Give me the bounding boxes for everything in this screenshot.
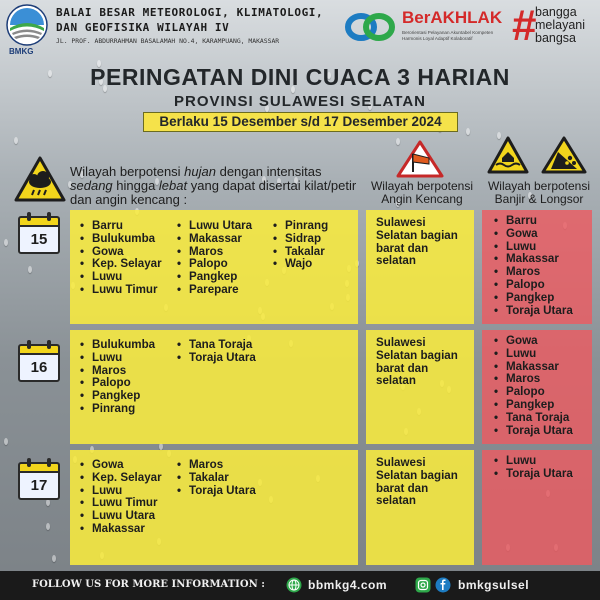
wind-warning-icon — [396, 140, 444, 178]
raindrop — [159, 443, 163, 450]
raindrop — [46, 523, 50, 530]
calendar-icon — [18, 212, 60, 254]
facebook-icon[interactable] — [435, 577, 451, 593]
region-item: • Pangkep — [177, 271, 252, 284]
calendar-icon — [18, 340, 60, 382]
institution-name-line2: DAN GEOFISIKA WILAYAH IV — [56, 21, 230, 34]
region-item: • Luwu — [80, 271, 162, 284]
region-item: • Pangkep — [494, 399, 573, 412]
region-item: • Toraja Utara — [177, 485, 256, 498]
page-title: PERINGATAN DINI CUACA 3 HARIAN — [90, 64, 510, 90]
region-item: • Toraja Utara — [494, 305, 573, 318]
region-item: • Toraja Utara — [177, 352, 256, 365]
region-item: • Pinrang — [80, 403, 155, 416]
region-item: • Tana Toraja — [494, 412, 573, 425]
flood-list — [494, 335, 573, 437]
region-item: • Wajo — [273, 258, 328, 271]
region-item: • Maros — [494, 266, 573, 279]
raindrop — [52, 555, 56, 562]
region-item: • Luwu — [494, 455, 573, 468]
region-item: • Luwu — [80, 485, 162, 498]
calendar-ring — [47, 212, 51, 221]
region-item: • Takalar — [273, 246, 328, 259]
region-item: • Pangkep — [80, 390, 155, 403]
region-item: • Palopo — [177, 258, 252, 271]
date-number: 15 — [18, 225, 60, 254]
akhlak-subtitle: Berorientasi Pelayanan Akuntabel Kompeten Harmonis Loyal Adaptif Kolaboratif — [402, 30, 494, 41]
calendar-ring — [27, 458, 31, 467]
rain-list-col2 — [177, 220, 252, 297]
hashtag-line: melayani — [535, 18, 586, 33]
institution-address: JL. PROF. ABDURRAHMAN BASALAMAH NO.4, KARAMPUANG, MAKASSAR — [56, 37, 280, 45]
region-item: • Gowa — [80, 246, 162, 259]
instagram-icon[interactable] — [415, 577, 431, 593]
raindrop — [28, 266, 32, 273]
rain-description: Wilayah berpotensi hujan dengan intensitas sedang hingga lebat yang dapat disertai kilat/petir dan angin kencang : — [70, 164, 357, 207]
rain-list-col2 — [177, 339, 256, 365]
validity-banner: Berlaku 15 Desember s/d 17 Desember 2024 — [143, 112, 458, 132]
flood-warning-icon — [487, 136, 529, 174]
region-item: • Gowa — [494, 335, 573, 348]
bmkg-logo-icon — [6, 4, 48, 46]
calendar-ring — [27, 340, 31, 349]
region-item: • Barru — [494, 215, 573, 228]
region-item: • Pinrang — [273, 220, 328, 233]
region-item: • Tana Toraja — [177, 339, 256, 352]
region-item: • Makassar — [494, 253, 573, 266]
rain-list-col1 — [80, 459, 162, 536]
header — [0, 0, 600, 58]
region-item: • Takalar — [177, 472, 256, 485]
date-number: 17 — [18, 471, 60, 500]
region-item: • Luwu Utara — [80, 510, 162, 523]
region-item: • Gowa — [494, 228, 573, 241]
region-item: • Palopo — [494, 386, 573, 399]
raindrop — [4, 239, 8, 246]
wind-column-header: Wilayah berpotensi Angin Kencang — [370, 179, 474, 206]
region-item: • Bulukumba — [80, 233, 162, 246]
region-item: • Gowa — [80, 459, 162, 472]
raindrop — [466, 128, 470, 135]
raindrop — [46, 499, 50, 506]
rain-warning-icon — [14, 156, 66, 202]
social-handle[interactable]: bmkgsulsel — [458, 578, 530, 592]
flood-column-header: Wilayah berpotensi Banjir & Longsor — [487, 179, 591, 206]
hashtag-line: bangsa — [535, 31, 577, 46]
rain-list-col3 — [273, 220, 328, 271]
region-item: • Makassar — [177, 233, 252, 246]
calendar-ring — [27, 212, 31, 221]
region-item: • Makassar — [494, 361, 573, 374]
institution-name-line1: BALAI BESAR METEOROLOGI, KLIMATOLOGI, — [56, 6, 324, 19]
bmkg-logo-label: BMKG — [9, 47, 34, 56]
rain-list-col2 — [177, 459, 256, 497]
follow-us-text: FOLLOW US FOR MORE INFORMATION : — [32, 579, 265, 590]
region-item: • Maros — [494, 373, 573, 386]
region-item: • Pangkep — [494, 292, 573, 305]
landslide-warning-icon — [541, 136, 587, 174]
akhlak-logo-icon — [344, 10, 396, 44]
region-item: • Luwu — [80, 352, 155, 365]
region-item: • Luwu — [494, 348, 573, 361]
region-item: • Palopo — [494, 279, 573, 292]
calendar-ring — [47, 340, 51, 349]
footer — [0, 571, 600, 600]
raindrop — [4, 438, 8, 445]
wind-area-text: Sulawesi Selatan bagian barat dan selatan — [376, 336, 458, 388]
rain-list-col1 — [80, 220, 162, 297]
region-item: • Maros — [177, 246, 252, 259]
region-item: • Kep. Selayar — [80, 258, 162, 271]
region-item: • Luwu Timur — [80, 284, 162, 297]
calendar-ring — [47, 458, 51, 467]
wind-area-text: Sulawesi Selatan bagian barat dan selatan — [376, 456, 458, 508]
region-item: • Toraja Utara — [494, 468, 573, 481]
flood-list — [494, 455, 573, 481]
wind-area-text: Sulawesi Selatan bagian barat dan selatan — [376, 216, 458, 268]
page-subtitle: PROVINSI SULAWESI SELATAN — [174, 93, 426, 110]
hashtag-line: bangga — [535, 5, 577, 19]
calendar-top — [18, 462, 60, 471]
globe-icon[interactable] — [286, 577, 302, 593]
region-item: • Bulukumba — [80, 339, 155, 352]
calendar-top — [18, 216, 60, 225]
akhlak-title: BerAKHLAK — [402, 8, 503, 27]
region-item: • Maros — [177, 459, 256, 472]
calendar-top — [18, 344, 60, 353]
calendar-icon — [18, 458, 60, 500]
region-item: • Luwu — [494, 241, 573, 254]
region-item: • Parepare — [177, 284, 252, 297]
hashtag-text — [535, 6, 585, 45]
date-number: 16 — [18, 353, 60, 382]
rain-list-col1 — [80, 339, 155, 416]
region-item: • Luwu Timur — [80, 497, 162, 510]
region-item: • Maros — [80, 365, 155, 378]
raindrop — [14, 137, 18, 144]
region-item: • Sidrap — [273, 233, 328, 246]
region-item: • Toraja Utara — [494, 425, 573, 438]
website-link[interactable]: bbmkg4.com — [308, 578, 388, 592]
region-item: • Barru — [80, 220, 162, 233]
region-item: • Palopo — [80, 377, 155, 390]
flood-list — [494, 215, 573, 317]
region-item: • Luwu Utara — [177, 220, 252, 233]
hashtag-symbol: # — [512, 1, 537, 50]
region-item: • Makassar — [80, 523, 162, 536]
region-item: • Kep. Selayar — [80, 472, 162, 485]
